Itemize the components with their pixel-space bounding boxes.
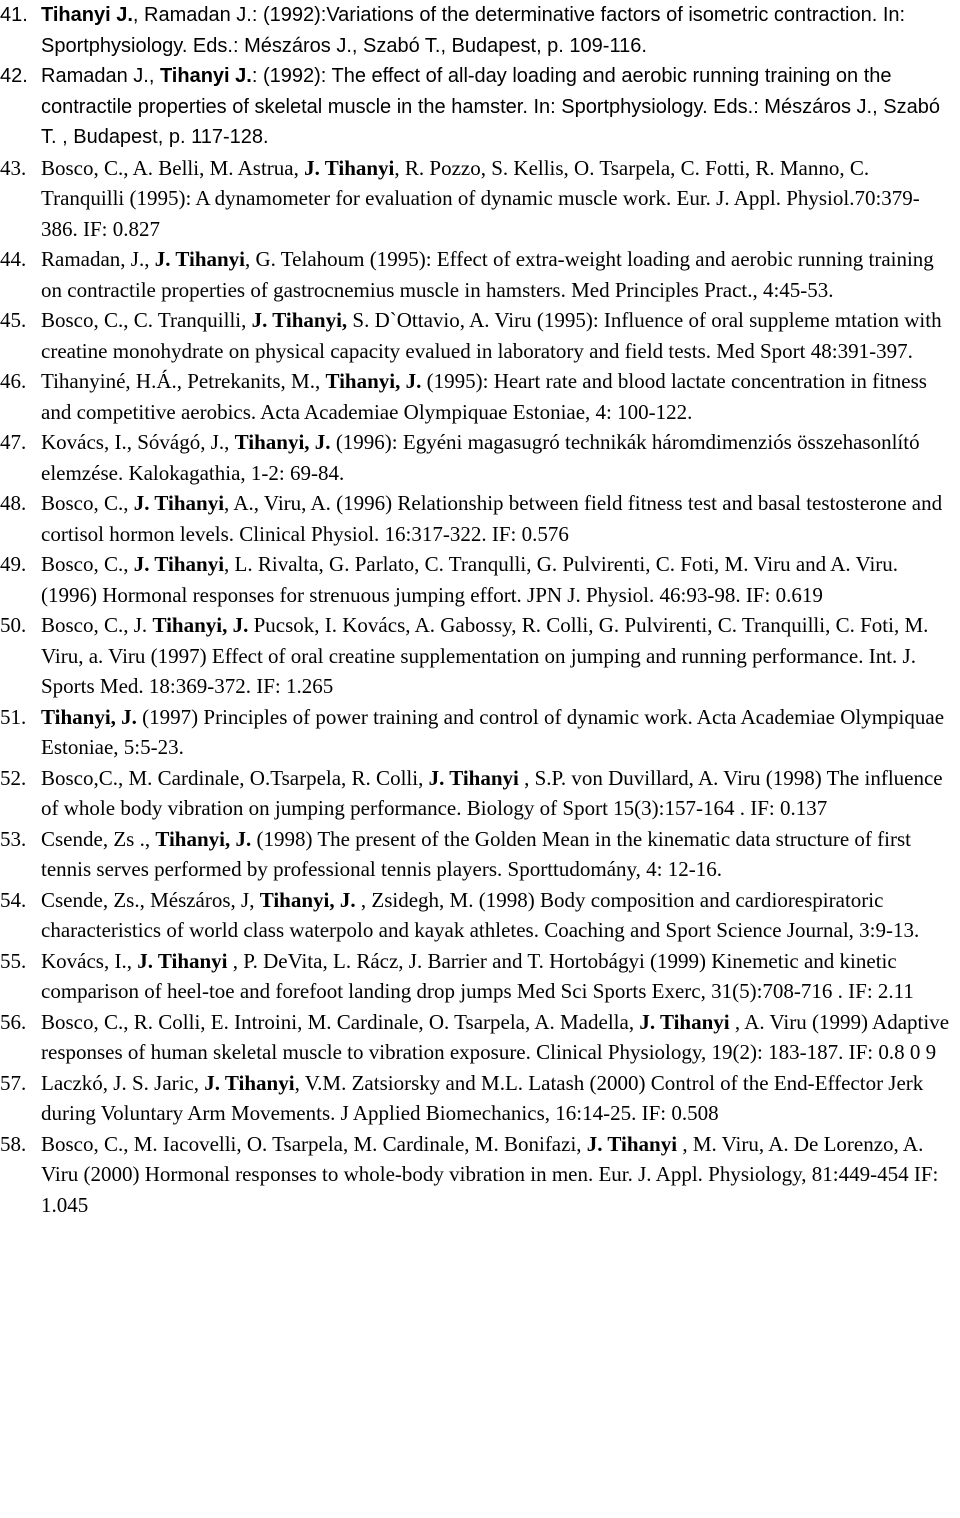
reference-item (0, 702, 954, 763)
reference-item (0, 0, 954, 61)
author-highlight: J. Tihanyi, (251, 308, 348, 332)
reference-fragment: Kovács, I., Sóvágó, J., (41, 430, 235, 454)
reference-text (41, 610, 954, 702)
author-highlight: J. Tihanyi (586, 1131, 678, 1156)
reference-item (0, 244, 954, 305)
reference-text (41, 885, 954, 946)
reference-fragment: , P. DeVita, L. Rácz, J. Barrier and T. Hortobágyi (1999) Kinemetic and kinetic comparison of heel-toe and forefoot landing drop jumps Med Sci Sports Exerc, 31(5):708-716 . IF: 2.11 (41, 948, 914, 1003)
reference-fragment: , Zsidegh, M. (1998) Body composition and cardiorespiratoric characteristics of world class waterpolo and kayak athletes. Coaching and Sport Science Journal, 3:9-13. (41, 887, 920, 942)
author-highlight: J. Tihanyi (428, 765, 519, 790)
reference-item (0, 946, 954, 1007)
reference-fragment: Tihanyiné, H.Á., Petrekanits, M., (41, 369, 326, 393)
reference-fragment: , Ramadan J.: (1992):Variations of the determinative factors of isometric contraction. In: Sportphysiology. Eds.: Mészáros J., Szabó T., Budapest, p. 109-116. (41, 4, 906, 57)
reference-fragment: , V.M. Zatsiorsky and M.L. Latash (2000) Control of the End-Effector Jerk during Voluntary Arm Movements. J Applied Biomechanics, 16:14-25. IF: 0.508 (41, 1070, 924, 1125)
reference-text (41, 488, 954, 549)
reference-text (41, 702, 954, 763)
reference-fragment: Ramadan J., (41, 65, 160, 87)
reference-item (0, 366, 954, 427)
reference-fragment: Bosco, C., R. Colli, E. Introini, M. Cardinale, O. Tsarpela, A. Madella, (41, 1009, 640, 1034)
reference-item (0, 61, 954, 153)
author-highlight: Tihanyi J. (159, 65, 252, 87)
reference-fragment: Bosco, C., C. Tranquilli, (41, 308, 252, 332)
reference-fragment: (1998) The present of the Golden Mean in the kinematic data structure of first tennis serves performed by professional tennis players. Sporttudomány, 4: 12-16. (41, 826, 911, 881)
reference-fragment: , M. Viru, A. De Lorenzo, A. Viru (2000) Hormonal responses to whole-body vibration in men. Eur. J. Appl. Physiology, 81:449-454 IF: 1.045 (41, 1131, 939, 1217)
reference-fragment: Csende, Zs ., (41, 826, 156, 851)
author-highlight: J. Tihanyi (304, 155, 395, 180)
reference-fragment: Pucsok, I. Kovács, A. Gabossy, R. Colli, G. Pulvirenti, C. Tranquilli, C. Foti, M. Viru, a. Viru (1997) Effect of oral creatine supplementation on jumping and running performance. Int. J. Sports Med. 18:369-372. IF: 1.265 (41, 613, 929, 698)
reference-number: 48. (0, 491, 27, 515)
reference-fragment: Bosco, C., M. Iacovelli, O. Tsarpela, M. Cardinale, M. Bonifazi, (41, 1131, 587, 1156)
reference-item (0, 885, 954, 946)
author-highlight: Tihanyi, J. (234, 430, 331, 454)
reference-number: 51. (0, 704, 27, 729)
reference-fragment: , A., Viru, A. (1996) Relationship between field fitness test and basal testosterone and cortisol hormon levels. Clinical Physiol. 16:317-322. IF: 0.576 (41, 491, 943, 546)
reference-fragment: Kovács, I., (41, 948, 138, 973)
reference-fragment: , L. Rivalta, G. Parlato, C. Tranqulli, G. Pulvirenti, C. Foti, M. Viru and A. Viru. (1996) Hormonal responses for strenuous jumping effort. JPN J. Physiol. 46:93-98. IF: 0.619 (41, 552, 899, 607)
reference-fragment: (1997) Principles of power training and control of dynamic work. Acta Academiae Olympiquae Estoniae, 5:5-23. (41, 704, 945, 759)
reference-text (41, 763, 954, 824)
reference-text (41, 1007, 954, 1068)
author-highlight: Tihanyi J. (41, 4, 133, 26)
reference-number: 43. (0, 155, 27, 180)
reference-text (41, 0, 954, 61)
reference-item (0, 1007, 954, 1068)
author-highlight: Tihanyi, J. (155, 826, 252, 851)
reference-number: 47. (0, 430, 27, 454)
reference-fragment: Bosco, C., A. Belli, M. Astrua, (41, 155, 305, 180)
reference-fragment: Csende, Zs., Mészáros, J, (41, 887, 260, 912)
reference-fragment: Bosco, C., (41, 491, 134, 515)
reference-text (41, 153, 954, 245)
reference-item (0, 305, 954, 366)
reference-item (0, 427, 954, 488)
author-highlight: J. Tihanyi (133, 491, 225, 515)
reference-fragment: : (1992): The effect of all-day loading and aerobic running training on the contractile properties of skeletal muscle in the hamster. In: Sportphysiology. Eds.: Mészáros J., Szabó T. , Budapest, p. 117-128. (41, 65, 940, 148)
reference-number: 52. (0, 765, 27, 790)
reference-number: 41. (0, 4, 28, 26)
reference-item (0, 549, 954, 610)
reference-text (41, 427, 954, 488)
reference-fragment: Bosco, C., (41, 552, 134, 576)
reference-fragment: Bosco,C., M. Cardinale, O.Tsarpela, R. Colli, (41, 765, 429, 790)
reference-text (41, 824, 954, 885)
reference-text (41, 366, 954, 427)
reference-number: 56. (0, 1009, 27, 1034)
reference-item (0, 610, 954, 702)
reference-text (41, 1129, 954, 1221)
author-highlight: J. Tihanyi (204, 1070, 295, 1095)
reference-fragment: , R. Pozzo, S. Kellis, O. Tsarpela, C. Fotti, R. Manno, C. Tranquilli (1995): A dynamometer for evaluation of dynamic muscle work. Eur. J. Appl. Physiol.70:379-386. IF: 0.827 (41, 155, 920, 241)
reference-text (41, 549, 954, 610)
author-highlight: Tihanyi, J. (259, 887, 356, 912)
reference-number: 45. (0, 308, 27, 332)
reference-item (0, 824, 954, 885)
author-highlight: J. Tihanyi (133, 552, 225, 576)
reference-item (0, 1068, 954, 1129)
reference-fragment: (1995): Heart rate and blood lactate concentration in fitness and competitive aerobics. Acta Academiae Olympiquae Estoniae, 4: 100-122. (41, 369, 927, 424)
reference-item (0, 763, 954, 824)
reference-number: 50. (0, 613, 27, 637)
author-highlight: Tihanyi, J. (152, 613, 249, 637)
reference-number: 58. (0, 1131, 27, 1156)
reference-text (41, 305, 954, 366)
reference-fragment: Laczkó, J. S. Jaric, (41, 1070, 205, 1095)
reference-fragment: Bosco, C., J. (41, 613, 153, 637)
reference-number: 49. (0, 552, 27, 576)
author-highlight: J. Tihanyi (154, 247, 246, 271)
reference-text (41, 1068, 954, 1129)
reference-fragment: , S.P. von Duvillard, A. Viru (1998) The influence of whole body vibration on jumping performance. Biology of Sport 15(3):157-164 . IF: 0.137 (41, 765, 943, 820)
reference-fragment: , G. Telahoum (1995): Effect of extra-weight loading and aerobic running training on contractile properties of gastrocnemius muscle in hamsters. Med Principles Pract., 4:45-53. (41, 247, 934, 302)
reference-number: 44. (0, 247, 27, 271)
reference-number: 53. (0, 826, 27, 851)
reference-item (0, 488, 954, 549)
reference-number: 55. (0, 948, 27, 973)
author-highlight: J. Tihanyi (639, 1009, 730, 1034)
reference-item (0, 1129, 954, 1221)
reference-fragment: Ramadan, J., (41, 247, 155, 271)
author-highlight: Tihanyi, J. (325, 369, 422, 393)
reference-number: 42. (0, 65, 28, 87)
author-highlight: Tihanyi, J. (41, 704, 137, 729)
reference-number: 46. (0, 369, 27, 393)
reference-number: 54. (0, 887, 27, 912)
reference-text (41, 946, 954, 1007)
reference-text (41, 61, 954, 153)
reference-item (0, 153, 954, 245)
author-highlight: J. Tihanyi (137, 948, 228, 973)
reference-fragment: (1996): Egyéni magasugró technikák háromdimenziós összehasonlító elemzése. Kalokagathia, 1-2: 69-84. (41, 430, 920, 485)
reference-fragment: , A. Viru (1999) Adaptive responses of human skeletal muscle to vibration exposure. Clinical Physiology, 19(2): 183-187. IF: 0.8 0 9 (41, 1009, 950, 1064)
reference-text (41, 244, 954, 305)
reference-number: 57. (0, 1070, 27, 1095)
reference-fragment: S. D`Ottavio, A. Viru (1995): Influence of oral suppleme mtation with creatine monohydrate on physical capacity evalued in laboratory and field tests. Med Sport 48:391-397. (41, 308, 942, 363)
